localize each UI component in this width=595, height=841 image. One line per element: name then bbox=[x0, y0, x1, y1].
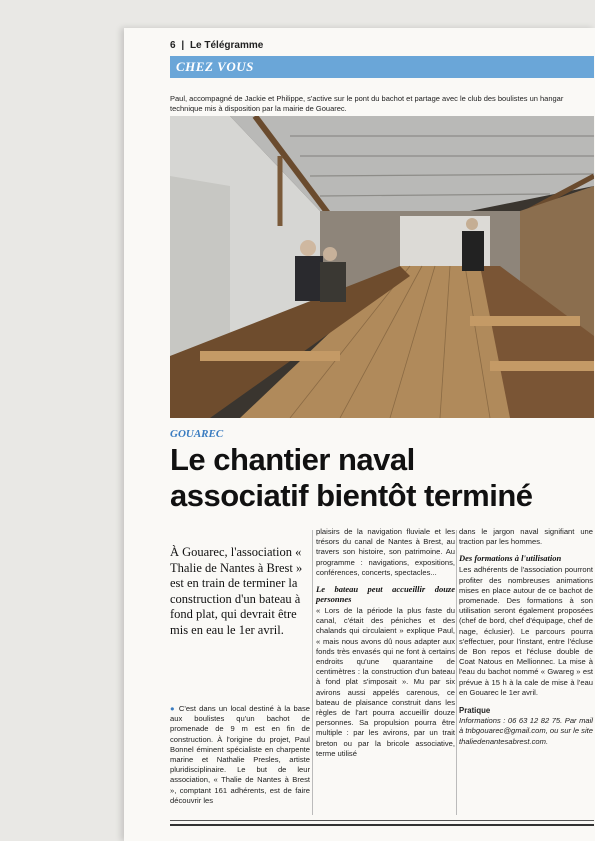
newspaper-name: Le Télégramme bbox=[189, 40, 264, 51]
article-lede: À Gouarec, l'association « Thalie de Nantes à Brest » est en train de terminer la construction d'un bateau à fond plat, qui devrait être mis en eau le 1er avril. bbox=[170, 545, 303, 637]
headline-line-2: associatif bientôt terminé bbox=[170, 478, 533, 513]
article-headline bbox=[170, 442, 594, 514]
page-header bbox=[170, 40, 263, 51]
column-divider bbox=[456, 530, 457, 815]
bottom-rule bbox=[170, 824, 594, 826]
page-number: 6 bbox=[170, 40, 176, 51]
column-2-paragraph-2: « Lors de la période la plus faste du canal, c'était des péniches et des chalands qui circulaient » explique Paul, « mais nous avons dû nous adapter aux fonds très envasés qui ne font à certains endroits qu'une quarantaine de centimètres : la construction d'un bateau à fond plat s'imposait ». Mu par six avirons aussi appelés carenous, ce bateau de plaisance construit dans les règles de l'art pourra accueillir douze personnes. Sa propulsion pourra être multiple : par les avirons, par un trait breton ou par la bricole associative, terme utilisé bbox=[316, 606, 455, 758]
headline-line-1: Le chantier naval bbox=[170, 442, 415, 477]
column-2-paragraph-1: plaisirs de la navigation fluviale et les trésors du canal de Nantes à Brest, au travers son histoire, son patrimoine. Au programme : navigations, expositions, conférences, concerts, spectacles... bbox=[316, 527, 455, 577]
column-3-paragraph-2: Les adhérents de l'association pourront profiter des nombreuses animations mises en place autour de ce bachot de promenade. Des formations à son utilisation seront également proposées (chef de bord, chef d'équipage, chef de nage, éclusier). Le parcours pourra s'effectuer, pour l'instant, entre l'écluse de Bon repos et l'écluse double de Coat Natous en Mellionnec. La mise à l'eau du bachot nommé « Gwareg » est prévue à 15 h à la cale de mise à l'eau en Gouarec le 1er avril. bbox=[459, 565, 593, 697]
pratique-heading: Pratique bbox=[459, 706, 491, 716]
header-separator: | bbox=[181, 40, 185, 51]
bottom-rule-thin bbox=[170, 820, 594, 821]
column-divider bbox=[312, 530, 313, 815]
subheading-2: Des formations à l'utilisation bbox=[459, 553, 562, 564]
article-photo bbox=[170, 116, 594, 418]
section-band bbox=[170, 56, 594, 78]
article-kicker: GOUAREC bbox=[170, 428, 224, 440]
pratique-info: Informations : 06 63 12 82 75. Par mail à tnbgouarec@gmail.com, ou sur le site thaliedenantesabrest.com. bbox=[459, 716, 593, 746]
subheading-1: Le bateau peut accueillir douze personnes bbox=[316, 584, 455, 605]
column-3-paragraph-1: dans le jargon naval signifiant une traction par les hommes. bbox=[459, 527, 593, 547]
article-column-1 bbox=[170, 704, 310, 806]
column-1-paragraph: C'est dans un local destiné à la base aux boulistes qu'un bachot de promenade de 9 m est en fin de construction. À l'origine du projet, Paul Bonnel éminent spécialiste en charpente marine et Nathalie Presles, artiste pluridisciplinaire. Le but de leur association, « Thalie de Nantes à Brest », comptant 161 adhérents, est de faire découvrir les bbox=[170, 704, 310, 805]
section-label: CHEZ VOUS bbox=[176, 59, 254, 74]
article-column-3 bbox=[459, 527, 593, 747]
paragraph-bullet-icon: ● bbox=[170, 704, 179, 713]
article-column-2 bbox=[316, 527, 455, 759]
photo-caption: Paul, accompagné de Jackie et Philippe, s'active sur le pont du bachot et partage avec le club des boulistes un hangar technique mis à disposition par la mairie de Gouarec. bbox=[170, 94, 564, 113]
